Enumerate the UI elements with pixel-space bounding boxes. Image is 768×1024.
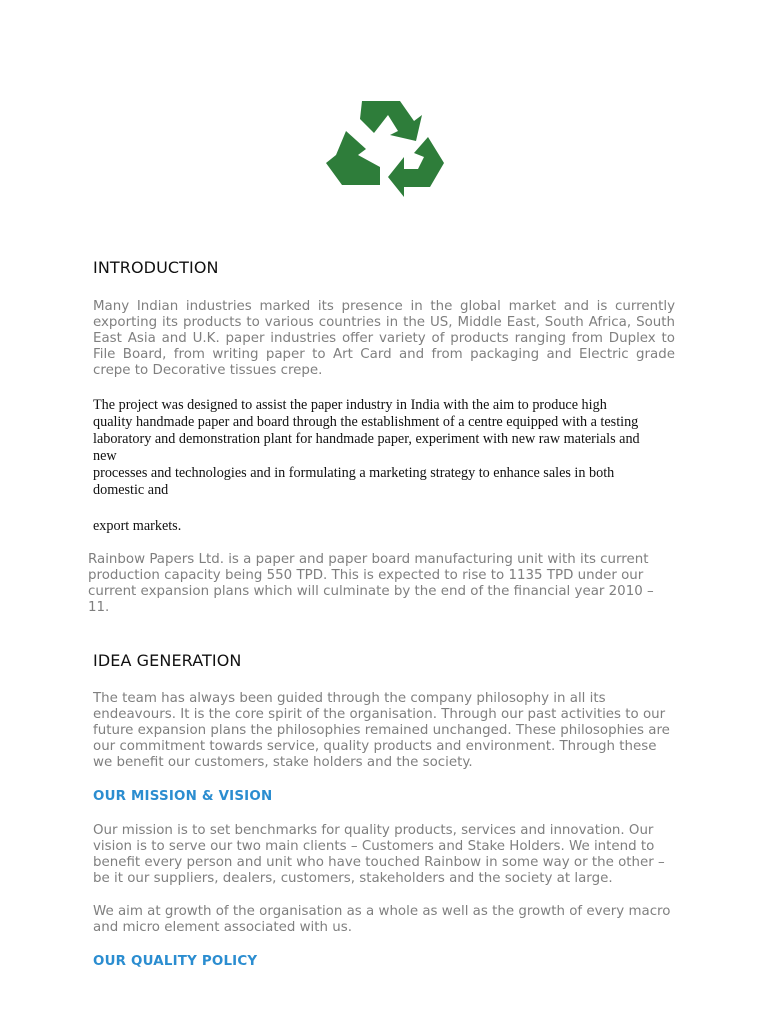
project-line: new xyxy=(93,448,117,464)
quality-heading: OUR QUALITY POLICY xyxy=(93,954,258,969)
project-line: laboratory and demonstration plant for handmade paper, experiment with new raw materials and xyxy=(93,431,640,447)
project-line: domestic and xyxy=(93,482,169,498)
mission-heading: OUR MISSION & VISION xyxy=(93,789,273,804)
growth-paragraph: We aim at growth of the organisation as a whole as well as the growth of every macro and micro element associated with us. xyxy=(93,904,671,935)
rainbow-paragraph: Rainbow Papers Ltd. is a paper and paper board manufacturing unit with its current production capacity being 550 TPD. This is expected to rise to 1135 TPD under our current expansion plans which will culminate by the end of the financial year 2010 – 11. xyxy=(88,552,654,615)
recycle-icon xyxy=(322,97,446,215)
export-line: export markets. xyxy=(93,518,182,534)
project-line: processes and technologies and in formulating a marketing strategy to enhance sales in both xyxy=(93,465,615,481)
project-line: The project was designed to assist the paper industry in India with the aim to produce high xyxy=(93,397,607,413)
idea-generation-paragraph: The team has always been guided through the company philosophy in all its endeavours. It is the core spirit of the organisation. Through our past activities to our future expansion plans the philosophies remained unchanged. These philosophies are our commitment towards service, quality products and environment. Through these we benefit our customers, stake holders and the society. xyxy=(93,691,670,770)
idea-generation-heading: IDEA GENERATION xyxy=(93,651,242,670)
project-paragraph xyxy=(93,397,678,499)
introduction-paragraph: Many Indian industries marked its presence in the global market and is currently exporting its products to various countries in the US, Middle East, South Africa, South East Asia and U.K. paper industries offer variety of products ranging from Duplex to File Board, from writing paper to Art Card and from packaging and Electric grade crepe to Decorative tissues crepe. xyxy=(93,299,675,378)
project-line: quality handmade paper and board through the establishment of a centre equipped with a testing xyxy=(93,414,639,430)
introduction-heading: INTRODUCTION xyxy=(93,258,219,277)
mission-paragraph: Our mission is to set benchmarks for quality products, services and innovation. Our vision is to serve our two main clients – Customers and Stake Holders. We intend to benefit every person and unit who have touched Rainbow in some way or the other – be it our suppliers, dealers, customers, stakeholders and the society at large. xyxy=(93,823,665,886)
